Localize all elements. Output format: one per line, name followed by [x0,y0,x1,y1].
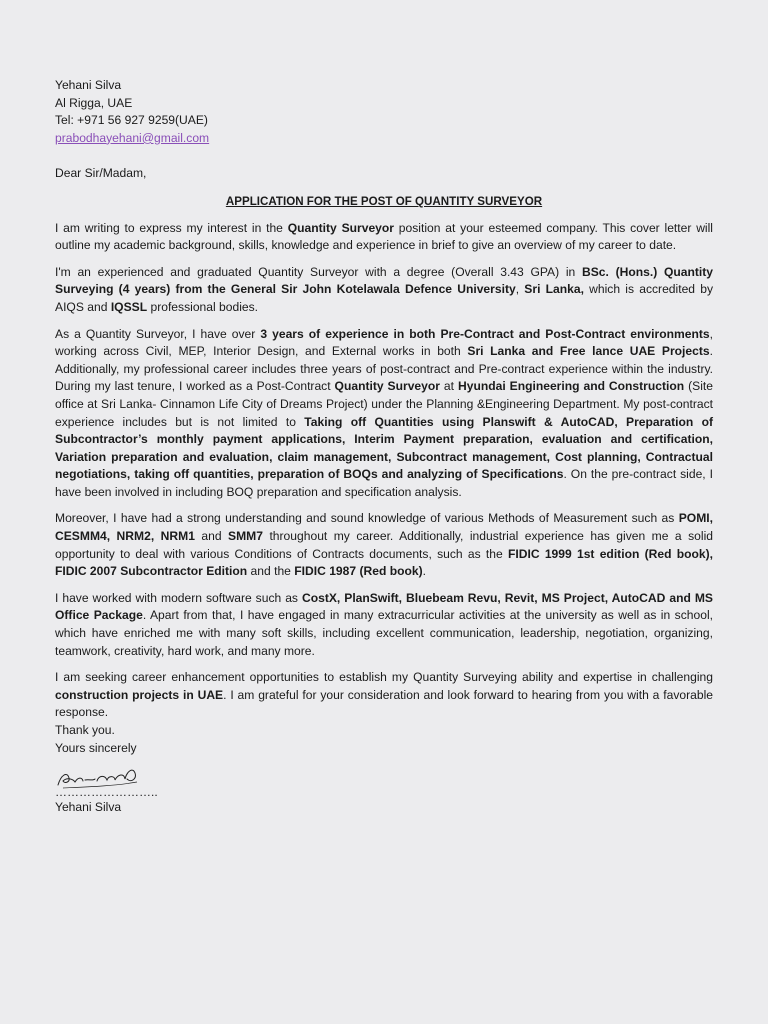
text-run: (Site office at Sri Lanka- Cinnamon Life City of Dreams Project) under the Planning &Engineering Department. My post-contract experience includes but is not limited to [55,379,713,429]
bold-text: BSc. (Hons.) Quantity Surveying (4 years) from the General Sir John Kotelawala Defence University [55,264,713,297]
body-paragraph [55,264,713,317]
text-run: I am seeking career enhancement opportunities to establish my Quantity Surveying ability and expertise in challenging [55,670,713,685]
text-run: which is accredited by AIQS and [55,282,713,314]
bold-text: Sri Lanka and Free lance UAE Projects [467,344,710,359]
text-run: . Apart from that, I have engaged in many extracurricular activities at the university as well as in school, which have enriched me with many soft skills, including excellent communication, leadership, negotiation, organizing, teamwork, creativity, hard work, and many more. [55,608,713,658]
text-run: Moreover, I have had a strong understanding and sound knowledge of various Methods of Measurement such as [55,511,679,526]
bold-text: Sri Lanka, [524,282,584,297]
signatory-name: Yehani Silva [55,800,122,815]
text-run: at [439,379,458,394]
bold-text: Quantity Surveyor [334,379,440,394]
body-paragraph [55,326,713,502]
bold-text: Quantity Surveyor [287,220,394,235]
bold-text: IQSSL [110,299,148,314]
sender-name: Yehani Silva [55,78,122,92]
sender-block [55,77,713,147]
sender-tel: Tel: +971 56 927 9259(UAE) [55,113,208,128]
sender-address: Al Rigga, UAE [55,95,133,110]
text-run: , working across Civil, MEP, Interior Design, and External works in both [55,326,713,359]
bold-text: FIDIC 1987 (Red book) [294,564,423,579]
bold-text: POMI, CESMM4, NRM2, NRM1 [55,511,713,544]
bold-text: CostX, PlanSwift, Bluebeam Revu, Revit, MS Project, AutoCAD and MS Office Package [55,590,713,623]
text-run: I am writing to express my interest in the [55,220,288,235]
closing-block [55,722,713,817]
letter-body [55,220,713,722]
bold-text: Hyundai Engineering and Construction [457,379,685,394]
text-run: throughout my career. Additionally, industrial experience has given me a solid opportunity to deal with various Conditions of Contracts documents, such as the [55,529,713,561]
text-run: . Additionally, my professional career includes three years of post-contract and Pre-contract experience within the industry. During my last tenure, I worked as a Post-Contract [55,344,713,394]
thank-you: Thank you. [55,723,115,737]
body-paragraph [55,590,713,660]
sender-email-link[interactable]: prabodhayehani@gmail.com [55,130,210,145]
text-run: and [194,529,229,544]
text-run: . [422,564,426,579]
text-run: and the [247,564,295,579]
text-run: professional bodies. [147,299,259,314]
body-paragraph [55,510,713,580]
text-run: , [515,282,525,297]
signature-line: …………………….. [55,785,158,800]
text-run: I'm an experienced and graduated Quantity Surveyor with a degree (Overall 3.43 GPA) in [55,264,582,279]
text-run: . I am grateful for your consideration and look forward to hearing from you with a favorable response. [55,687,713,720]
salutation: Dear Sir/Madam, [55,166,147,181]
signature [55,765,713,799]
bold-text: 3 years of experience in both Pre-Contract and Post-Contract environments [260,326,710,341]
text-run: . On the pre-contract side, I have been involved in including BOQ preparation and specification analysis. [55,467,713,499]
body-paragraph [55,669,713,722]
text-run: I have worked with modern software such as [55,590,302,605]
subject-heading: APPLICATION FOR THE POST OF QUANTITY SURVEYOR [225,194,543,208]
text-run: As a Quantity Surveyor, I have over [55,326,261,341]
text-run: position at your esteemed company. This cover letter will outline my academic background, skills, knowledge and experience in brief to give an overview of my career to date. [55,220,713,253]
bold-text: FIDIC 1999 1st edition (Red book), FIDIC 2007 Subcontractor Edition [55,546,714,579]
bold-text: SMM7 [228,529,263,544]
body-paragraph [55,220,713,255]
bold-text: construction projects in UAE [55,687,224,702]
bold-text: Taking off Quantities using Planswift & AutoCAD, Preparation of Subcontractor’s monthly payment applications, Interim Payment preparation, evaluation and certification, Variation preparation and evaluation, claim management, Subcontract management, Cost planning, Contractual negotiations, taking off quantities, preparation of BOQs and analyzing of Specifications [55,414,713,482]
yours-sincerely: Yours sincerely [55,740,137,755]
